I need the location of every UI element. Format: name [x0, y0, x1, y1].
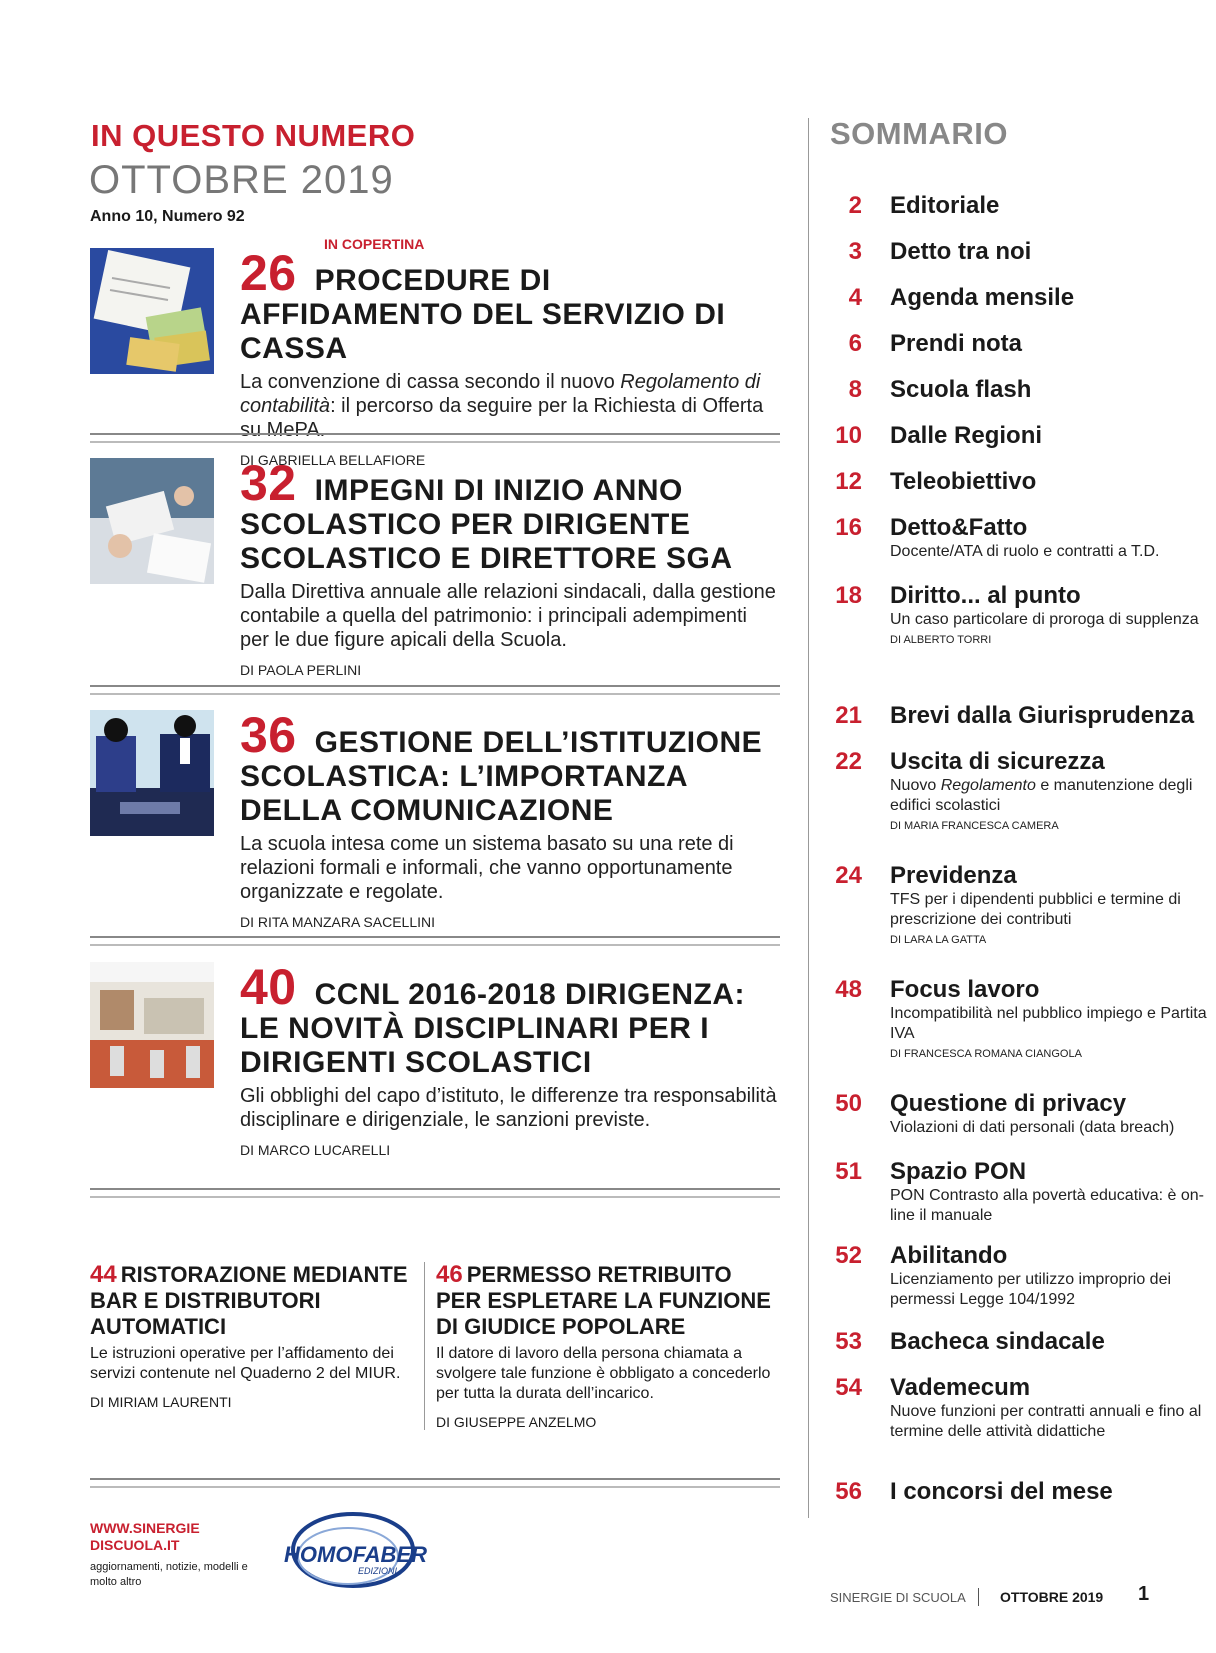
article-page-number: 44	[90, 1261, 117, 1288]
sommario-title: Bacheca sindacale	[890, 1328, 1105, 1355]
article-description: Dalla Direttiva annuale alle relazioni sindacali, dalla gestione contabile a quella del patrimonio: i principali adempimenti per le due figure apicali della Scuola.	[240, 581, 776, 651]
article-author: DI RITA MANZARA SACELLINI	[240, 914, 436, 930]
sommario-title: Detto tra noi	[890, 238, 1032, 265]
sommario-title: Brevi dalla Giurisprudenza	[890, 702, 1195, 729]
footer-divider	[978, 1588, 979, 1606]
divider	[90, 936, 780, 946]
article-26[interactable]	[90, 236, 780, 468]
article-title: IMPEGNI DI INIZIO ANNO SCOLASTICO PER DIRIGENTE SCOLASTICO E DIRETTORE SGA	[240, 474, 733, 575]
article-author: DI MIRIAM LAURENTI	[90, 1394, 232, 1410]
article-title: GESTIONE DELL’ISTITUZIONE SCOLASTICA: L’IMPORTANZA DELLA COMUNICAZIONE	[240, 726, 763, 827]
article-title: PROCEDURE DI AFFIDAMENTO DEL SERVIZIO DI CASSA	[240, 264, 726, 365]
sommario-author: DI MARIA FRANCESCA CAMERA	[890, 820, 1059, 832]
article-thumbnail	[90, 458, 214, 584]
sommario-subtitle: Licenziamento per utilizzo improprio dei permessi Legge 104/1992	[890, 1271, 1172, 1308]
sommario-page-number: 2	[848, 192, 862, 219]
sommario-title: Abilitando	[890, 1242, 1008, 1269]
column-divider	[424, 1262, 425, 1430]
article-page-number: 36	[240, 707, 297, 763]
sommario-title: Diritto... al punto	[890, 582, 1081, 609]
sommario-subtitle: Nuovo Regolamento e manutenzione degli edifici scolastici	[890, 777, 1193, 814]
sommario-page-number: 12	[835, 468, 862, 495]
website-tagline: aggiornamenti, notizie, modelli e molto altro	[90, 1561, 248, 1588]
article-page-number: 32	[240, 455, 297, 511]
article-title: CCNL 2016-2018 DIRIGENZA: LE NOVITÀ DISCIPLINARI PER I DIRIGENTI SCOLASTICI	[240, 978, 746, 1079]
article-44[interactable]	[90, 1262, 410, 1410]
divider	[90, 1188, 780, 1198]
sommario-page-number: 18	[835, 582, 862, 609]
sommario-page-number: 52	[835, 1242, 862, 1269]
article-page-number: 26	[240, 245, 297, 301]
sommario-title: Uscita di sicurezza	[890, 748, 1105, 775]
sommario-page-number: 50	[835, 1090, 862, 1117]
sommario-title: Teleobiettivo	[890, 468, 1037, 495]
sommario-subtitle: Un caso particolare di proroga di supplenza	[890, 611, 1199, 628]
sommario-title: Detto&Fatto	[890, 514, 1028, 541]
sommario-page-number: 16	[835, 514, 862, 541]
sommario-title: Focus lavoro	[890, 976, 1040, 1003]
issue-month: OTTOBRE 2019	[89, 158, 394, 202]
sommario-page-number: 24	[835, 862, 862, 889]
article-author: DI GABRIELLA BELLAFIORE	[240, 452, 426, 468]
website-link[interactable]: WWW.SINERGIE DISCUOLA.IT	[90, 1520, 200, 1553]
sommario-page-number: 4	[848, 284, 862, 311]
sommario-author: DI FRANCESCA ROMANA CIANGOLA	[890, 1048, 1082, 1060]
sommario-page-number: 3	[848, 238, 862, 265]
sommario-subtitle: TFS per i dipendenti pubblici e termine di prescrizione dei contributi	[890, 891, 1181, 928]
section-heading: IN QUESTO NUMERO	[91, 118, 416, 153]
article-40[interactable]	[90, 959, 780, 1177]
sommario-page-number: 51	[835, 1158, 862, 1185]
sommario-page-number: 10	[835, 422, 862, 449]
article-page-number: 46	[436, 1261, 463, 1288]
sommario-title: Dalle Regioni	[890, 422, 1043, 449]
article-author: DI PAOLA PERLINI	[240, 662, 362, 678]
article-page-number: 40	[240, 959, 297, 1015]
article-thumbnail	[90, 962, 214, 1088]
sommario-subtitle: PON Contrasto alla povertà educativa: è on-line il manuale	[890, 1187, 1204, 1224]
article-kicker: IN COPERTINA	[324, 236, 425, 252]
article-author: DI GIUSEPPE ANZELMO	[436, 1414, 597, 1430]
divider	[90, 1478, 780, 1488]
sommario-page-number: 48	[835, 976, 862, 1003]
magazine-name: SINERGIE DI SCUOLA	[830, 1590, 966, 1605]
article-title: PERMESSO RETRIBUITO PER ESPLETARE LA FUNZIONE DI GIUDICE POPOLARE	[436, 1262, 771, 1339]
sommario-subtitle: Incompatibilità nel pubblico impiego e Partita IVA	[890, 1005, 1207, 1042]
article-description: Le istruzioni operative per l’affidamento dei servizi contenute nel Quaderno 2 del MIUR.	[90, 1345, 401, 1382]
article-32[interactable]	[90, 455, 780, 678]
sommario-page-number: 6	[848, 330, 862, 357]
sommario-heading: SOMMARIO	[830, 116, 1008, 151]
sommario-page-number: 21	[835, 702, 862, 729]
sommario-author: DI LARA LA GATTA	[890, 934, 987, 946]
sommario-page-number: 8	[848, 376, 862, 403]
sommario-title: Editoriale	[890, 192, 1000, 219]
article-description: La convenzione di cassa secondo il nuovo Regolamento di contabilità: il percorso da seguire per la Richiesta di Offerta su MePA.	[240, 371, 764, 441]
sommario-page-number: 56	[835, 1478, 862, 1505]
sommario-title: Previdenza	[890, 862, 1017, 889]
sommario-page-number: 53	[835, 1328, 862, 1355]
article-thumbnail	[90, 248, 214, 374]
article-description: Gli obblighi del capo d’istituto, le differenze tra responsabilità disciplinare e dirigenziale, le sanzioni previste.	[240, 1085, 777, 1131]
sommario-subtitle: Docente/ATA di ruolo e contratti a T.D.	[890, 543, 1160, 560]
sommario-title: Vademecum	[890, 1374, 1031, 1401]
sommario-title: I concorsi del mese	[890, 1478, 1113, 1505]
article-title: RISTORAZIONE MEDIANTE BAR E DISTRIBUTORI AUTOMATICI	[90, 1262, 408, 1339]
divider	[90, 685, 780, 695]
divider	[90, 433, 780, 443]
article-description: Il datore di lavoro della persona chiamata a svolgere tale funzione è obbligato a concederlo per tutta la durata dell’incarico.	[436, 1345, 771, 1402]
sommario-page-number: 54	[835, 1374, 862, 1401]
article-thumbnail	[90, 710, 214, 836]
article-author: DI MARCO LUCARELLI	[240, 1142, 391, 1158]
sommario-author: DI ALBERTO TORRI	[890, 634, 992, 646]
sommario-page-number: 22	[835, 748, 862, 775]
sommario-title: Spazio PON	[890, 1158, 1027, 1185]
column-divider	[808, 118, 809, 1518]
sommario-title: Questione di privacy	[890, 1090, 1127, 1117]
sommario-title: Scuola flash	[890, 376, 1032, 403]
publisher-logo: HOMOFABER EDIZIONI	[278, 1508, 428, 1594]
article-36[interactable]	[90, 707, 780, 930]
sommario-subtitle: Nuove funzioni per contratti annuali e fino al termine delle attività didattiche	[890, 1403, 1202, 1440]
page-number: 1	[1138, 1583, 1150, 1605]
sommario-title: Prendi nota	[890, 330, 1023, 357]
sommario-subtitle: Violazioni di dati personali (data breach)	[890, 1119, 1175, 1136]
issue-number: Anno 10, Numero 92	[90, 208, 245, 225]
footer-month: OTTOBRE 2019	[1000, 1589, 1104, 1605]
sommario-title: Agenda mensile	[890, 284, 1075, 311]
article-description: La scuola intesa come un sistema basato su una rete di relazioni formali e informali, che vanno opportunamente organizzate e regolate.	[240, 833, 734, 903]
article-46[interactable]	[436, 1262, 781, 1430]
